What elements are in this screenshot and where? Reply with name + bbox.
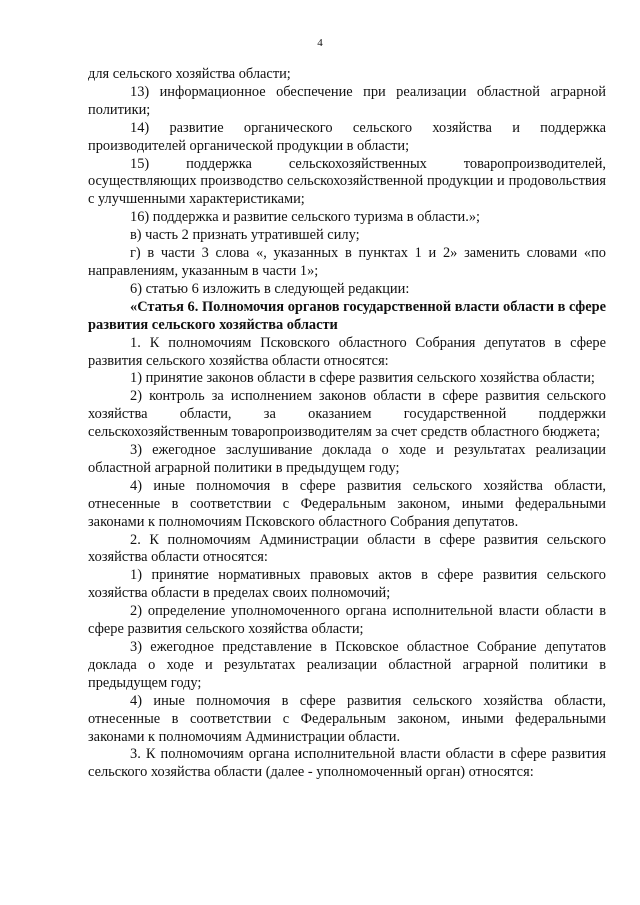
paragraph: г) в части 3 слова «, указанных в пунктах 1 и 2» заменить словами «по направлениям, указанным в части 1»; [88, 245, 606, 279]
paragraph: 1. К полномочиям Псковского областного Собрания депутатов в сфере развития сельского хозяйства области относятся: [88, 334, 606, 369]
paragraph: 2) контроль за исполнением законов области в сфере развития сельского хозяйства области, за оказанием государственной поддержки сельскохозяйственным товаропроизводителям за счет средств областного бюджета; [88, 388, 606, 441]
paragraph: 13) информационное обеспечение при реализации областной аграрной политики; [88, 83, 606, 118]
paragraph: 4) иные полномочия в сфере развития сельского хозяйства области, отнесенные в соответствии с Федеральным законом, иными федеральными законами к полномочиям Псковского областного Собрания депутатов. [88, 477, 606, 530]
paragraph: 3) ежегодное представление в Псковское областное Собрание депутатов доклада о ходе и результатах реализации областной аграрной политики в предыдущем году; [88, 639, 606, 691]
paragraph: 14) развитие органического сельского хозяйства и поддержка производителей органической продукции в области; [88, 119, 606, 154]
paragraph: для сельского хозяйства области; [88, 66, 291, 82]
paragraph: 3) ежегодное заслушивание доклада о ходе и результатах реализации областной аграрной политики в предыдущем году; [88, 442, 606, 476]
paragraph: 1) принятие нормативных правовых актов в сфере развития сельского хозяйства области в пределах своих полномочий; [88, 567, 606, 602]
page-number: 4 [317, 37, 323, 49]
article-heading: «Статья 6. Полномочия органов государственной власти области в сфере развития сельского хозяйства области [88, 298, 606, 333]
paragraph: 1) принятие законов области в сфере развития сельского хозяйства области; [130, 370, 595, 387]
paragraph: 2) определение уполномоченного органа исполнительной власти области в сфере развития сельского хозяйства области; [88, 603, 606, 638]
paragraph: 6) статью 6 изложить в следующей редакции: [130, 280, 410, 297]
paragraph: 2. К полномочиям Администрации области в сфере развития сельского хозяйства области относятся: [88, 531, 606, 566]
paragraph: 15) поддержка сельскохозяйственных товаропроизводителей, осуществляющих производство сельскохозяйственной продукции и продовольствия с улучшенными характеристиками; [88, 155, 606, 208]
paragraph: 3. К полномочиям органа исполнительной власти области в сфере развития сельского хозяйства области (далее - уполномоченный орган) относятся: [88, 746, 606, 781]
paragraph: 4) иные полномочия в сфере развития сельского хозяйства области, отнесенные в соответствии с Федеральным законом, иными федеральными законами к полномочиям Администрации области. [88, 692, 606, 745]
document-body [88, 66, 606, 782]
paragraph: в) часть 2 признать утратившей силу; [130, 227, 360, 244]
paragraph: 16) поддержка и развитие сельского туризма в области.»; [130, 209, 481, 226]
